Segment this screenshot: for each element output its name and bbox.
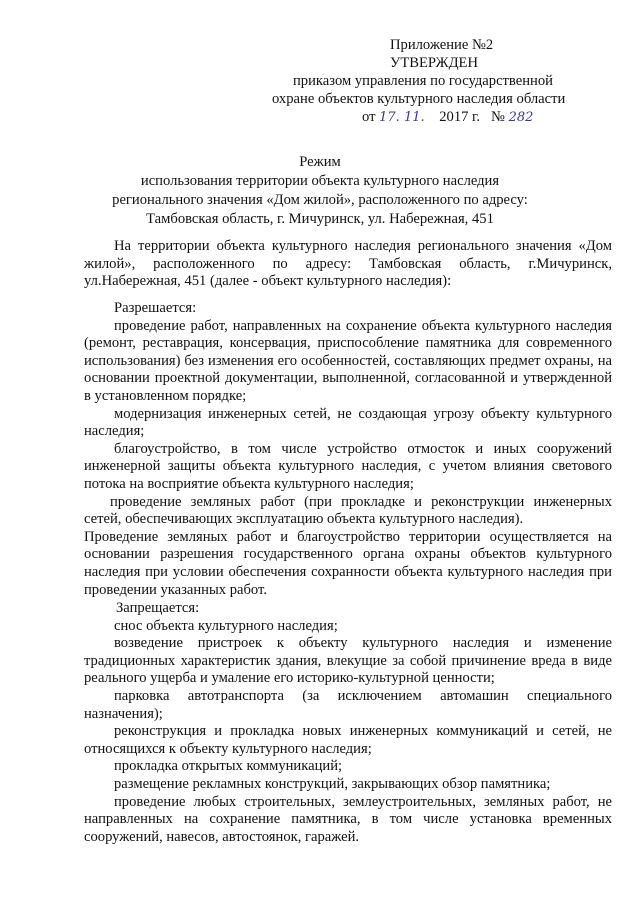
forbidden-section (84, 600, 612, 846)
document-title (90, 153, 550, 229)
intro-paragraph: На территории объекта культурного наследия регионального значения «Дом жилой», расположенного по адресу: Тамбовская область, г.Мичуринск, ул.Набережная, 451 (далее - объект культурного наследия): (84, 238, 612, 290)
forbidden-item: прокладка открытых коммуникаций; (114, 758, 343, 775)
forbidden-item: размещение рекламных конструкций, закрывающих обзор памятника; (114, 775, 551, 792)
appendix-label: Приложение №2 (390, 37, 494, 53)
handwritten-number: 282 (508, 110, 534, 125)
allowed-item: благоустройство, в том числе устройство отмосток и иных сооружений инженерной защиты объекта культурного наследия, с учетом влияния светового потока на восприятие объекта культурного наследия; (84, 440, 612, 492)
forbidden-item: возведение пристроек к объекту культурного наследия и изменение традиционных характеристик здания, влекущие за собой причинение вреда в виде реального ущерба и умаление его историко-культурной ценности; (84, 635, 612, 687)
allowed-note: Проведение земляных работ и благоустройство территории осуществляется на основании разрешения государственного органа охраны объектов культурного наследия при условии обеспечения сохранности объекта культурного наследия при проведении указанных работ. (84, 528, 612, 598)
date-prefix: от (362, 109, 376, 125)
allowed-section (84, 300, 612, 599)
intro-section (84, 238, 612, 291)
allowed-item: проведение работ, направленных на сохранение объекта культурного наследия (ремонт, реставрация, консервация, приспособление памятника для современного использования) без изменения его особенностей, составляющих предмет охраны, на основании проектной документации, выполненной, согласованной и утвержденной в установленном порядке; (84, 317, 612, 404)
forbidden-item: снос объекта культурного наследия; (114, 617, 338, 634)
approval-block (250, 36, 610, 127)
title-line-3: регионального значения «Дом жилой», расположенного по адресу: (112, 192, 528, 208)
number-prefix: № (491, 109, 505, 125)
forbidden-item: реконструкция и прокладка новых инженерных коммуникаций и сетей, не относящихся к объекту культурного наследия; (84, 723, 612, 757)
handwritten-date: 17. 11. (379, 110, 425, 125)
allowed-item: модернизация инженерных сетей, не создающая угрозу объекту культурного наследия; (84, 405, 612, 440)
allowed-item: проведение земляных работ (при прокладке и реконструкции инженерных сетей, обеспечивающих эксплуатацию объекта культурного наследия). (84, 493, 612, 528)
title-line-1: Режим (299, 154, 341, 170)
approved-label: УТВЕРЖДЕН (390, 55, 478, 71)
forbidden-heading: Запрещается: (116, 600, 200, 616)
allowed-heading: Разрешается: (114, 300, 197, 316)
order-year: 2017 г. (439, 109, 481, 125)
forbidden-item: проведение любых строительных, землеустроительных, земляных работ, не направленных на сохранение памятника, в том числе установка временных сооружений, навесов, автостоянок, гаражей. (84, 793, 612, 845)
order-date-line (250, 108, 610, 127)
order-line-2: охране объектов культурного наследия области (272, 91, 566, 107)
order-line-1: приказом управления по государственной (293, 73, 553, 89)
title-line-2: использования территории объекта культурного наследия (140, 173, 500, 189)
title-line-4: Тамбовская область, г. Мичуринск, ул. Набережная, 451 (146, 211, 494, 227)
forbidden-item: парковка автотранспорта (за исключением автомашин специального назначения); (84, 687, 612, 722)
